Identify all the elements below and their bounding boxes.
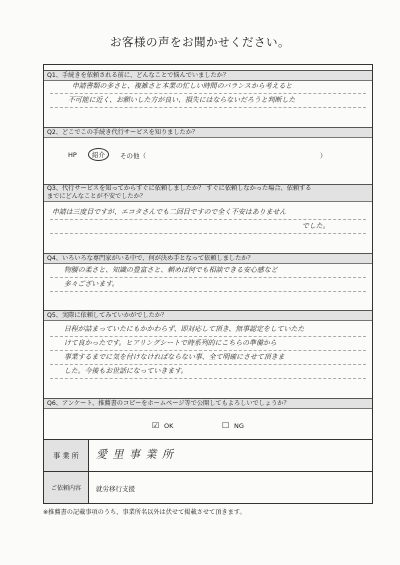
q2-question: Q2、どこでこの手続き代行サービスを知りましたか？	[44, 127, 372, 138]
q5-answer-line-1: 日程が詰まっていたにもかかわらず、即対応して頂き、無事認定をしていただ	[64, 325, 305, 333]
q3-question	[44, 184, 372, 202]
survey-form	[43, 64, 373, 504]
q3-question-line-2: までにどんなことが不安でしたか？	[47, 193, 146, 200]
q6-ok-checkbox[interactable]: ☑	[152, 421, 160, 430]
q1-rule-2	[50, 107, 366, 108]
service-label: ご依頼内容	[44, 472, 89, 503]
office-label: 事 業 所	[44, 440, 89, 471]
page-title: お客様の声をお聞かせください。	[110, 35, 290, 49]
q6-ok-label: OK	[164, 422, 174, 430]
q2-other-option: その他（	[120, 152, 146, 160]
service-value: 就労移行支援	[96, 485, 135, 493]
q2-hp-option: HP	[68, 151, 77, 159]
service-row	[44, 471, 372, 503]
q4-answer-line-1: 物腰の柔さと、知識の豊富さと、頼めば何でも相談できる安心感など	[64, 266, 278, 274]
q1-question: Q1、手続きを依頼される前に、どんなことで悩んでいましたか？	[44, 70, 372, 81]
q5-question: Q5、実際に依頼してみていかがでしたか？	[44, 310, 372, 321]
q6-ng-checkbox[interactable]: ☐	[222, 421, 230, 430]
q1-answer-line-2: 不可能に近く、お願いした方が良い、損失にはならないだろうと判断した	[68, 96, 296, 104]
q3-answer-line-2: でした。	[302, 222, 330, 230]
q3-question-line-1: Q3、代行サービスを知ってからすぐに依頼しましたか？ すぐに依頼しなかった場合、依頼する	[47, 185, 312, 192]
q2-other-close: ）	[320, 152, 327, 160]
q4-question: Q4、いろいろな専門家がいる中で、何が決め手となって依頼しましたか？	[44, 253, 372, 264]
q5-rule-4	[50, 378, 366, 379]
q3-answer-line-1: 申請は三度目ですが、エコタさんでも二回目ですので全く不安はありません	[52, 208, 287, 216]
q4-rule-2	[50, 291, 366, 292]
q6-ng-label: NG	[234, 422, 244, 430]
q1-answer-line-1: 申請書類の多さと、複雑さと本業の忙しい時間のバランスから考えると	[72, 82, 293, 90]
q3-rule-2	[50, 233, 366, 234]
footnote: ※推薦書の記載事項のうち、事業所名以外は伏せて掲載させて頂きます。	[43, 509, 246, 516]
q2-referral-option: 紹介	[88, 148, 109, 161]
q6-question: Q6、アンケート、推薦書のコピーをホームページ等で公開してもよろしいでしょうか？	[44, 398, 372, 409]
q4-answer-line-2: 多々ございます。	[64, 280, 119, 288]
q5-answer-line-3: 事業するまでに気を付けなければならない事、全て明確にさせて頂きま	[64, 353, 285, 361]
q5-answer-line-4: した。今後もお世話になっていきます。	[64, 367, 188, 375]
office-row	[44, 439, 372, 471]
office-value: 愛 里 事 業 所	[96, 448, 174, 461]
q5-answer-line-2: けて良かったです。ヒアリングシートで時系列的にこちらの準備から	[64, 339, 277, 347]
